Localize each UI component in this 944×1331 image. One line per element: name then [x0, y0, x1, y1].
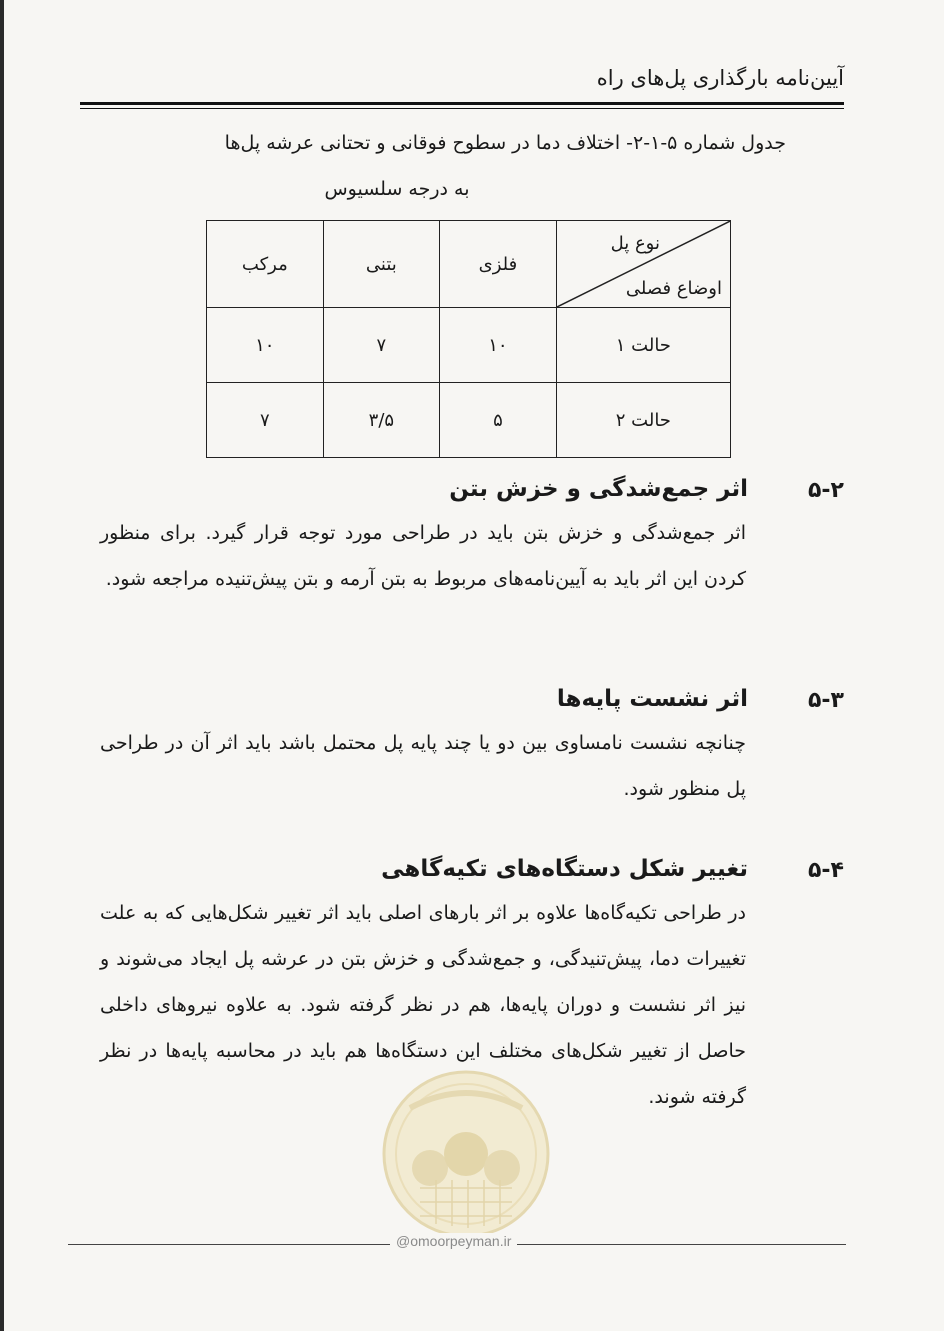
corner-header-cell: [556, 221, 730, 308]
footer-watermark-url: @omoorpeyman.ir: [390, 1233, 517, 1249]
row-label: حالت ۱: [556, 308, 730, 383]
row-label: حالت ۲: [556, 383, 730, 458]
header-rule-thick: [80, 102, 844, 105]
table-row: [207, 308, 731, 383]
table-cell: ۷: [323, 308, 440, 383]
table-cell: ۵: [440, 383, 557, 458]
table-row: [207, 383, 731, 458]
section-title: اثر جمع‌شدگی و خزش بتن: [449, 476, 748, 502]
table-caption-unit: به درجه سلسیوس: [324, 178, 470, 200]
header-rule-thin: [80, 108, 844, 109]
column-header: فلزی: [440, 221, 557, 308]
watermark-seal-logo: [380, 1068, 552, 1240]
corner-header-top: نوع پل: [610, 233, 660, 254]
column-header: مرکب: [207, 221, 324, 308]
table-header-row: [207, 221, 731, 308]
corner-header-bottom: اوضاع فصلی: [625, 278, 722, 299]
paragraph-text: چنانچه نشست نامساوی بین دو یا چند پایه پل محتمل باشد باید اثر آن در طراحی پل منظور شود.: [100, 732, 746, 800]
section-paragraph: [100, 720, 746, 812]
section-paragraph: [100, 510, 746, 602]
section-title: تغییر شکل دستگاه‌های تکیه‌گاهی: [381, 856, 748, 882]
section-title: اثر نشست پایه‌ها: [556, 686, 748, 712]
column-header: بتنی: [323, 221, 440, 308]
section-number: ۵-۴: [808, 858, 844, 883]
paragraph-text: اثر جمع‌شدگی و خزش بتن باید در طراحی مورد توجه قرار گیرد. برای منظور کردن این اثر باید به آیین‌نامه‌های مربوط به بتن آرمه و بتن پیش‌تنیده مراجعه شود.: [100, 522, 746, 590]
section-number: ۵-۳: [808, 688, 844, 713]
table-cell: ۳/۵: [323, 383, 440, 458]
table-caption: جدول شماره ۵-۱-۲- اختلاف دما در سطوح فوقانی و تحتانی عرشه پل‌ها: [224, 132, 786, 154]
section-number: ۵-۲: [808, 478, 844, 503]
running-header: آیین‌نامه بارگذاری پل‌های راه: [596, 66, 844, 90]
temperature-difference-table: [206, 220, 731, 458]
paragraph-text: در طراحی تکیه‌گاه‌ها علاوه بر اثر بارهای اصلی باید اثر تغییر شکل‌هایی که به علت تغییرات دما، پیش‌تنیدگی، و جمع‌شدگی و خزش بتن در عرشه پل ایجاد می‌شوند و نیز اثر نشست و دوران پایه‌ها، هم در نظر گرفته شود. به علاوه نیروهای داخلی حاصل از تغییر شکل‌های مختلف این دستگاه‌ها هم باید در محاسبه پایه‌ها در نظر گرفته شوند.: [100, 902, 746, 1108]
table-cell: ۱۰: [207, 308, 324, 383]
table-cell: ۱۰: [440, 308, 557, 383]
table-cell: ۷: [207, 383, 324, 458]
